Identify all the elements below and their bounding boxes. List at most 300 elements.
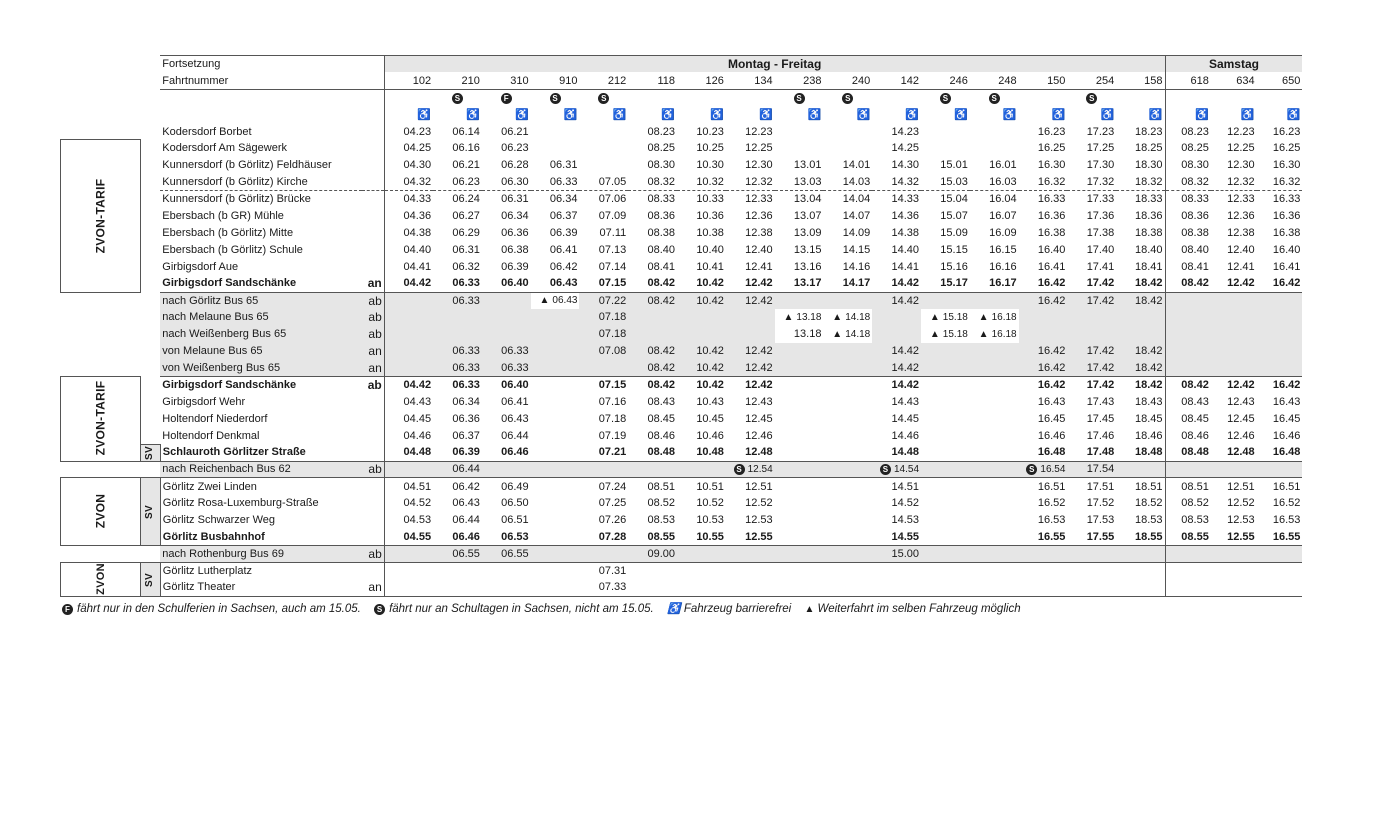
time-cell (531, 512, 580, 529)
time-cell (970, 360, 1019, 377)
time-cell (1019, 545, 1068, 562)
time-cell: 13.09 (793, 226, 822, 239)
time-cell (970, 427, 1019, 444)
time-cell (775, 529, 824, 546)
time-cell: 16.36 (1037, 209, 1066, 222)
stop-name: Holtendorf Denkmal (162, 429, 260, 442)
timetable-row (61, 157, 1303, 174)
time-cell (726, 579, 775, 596)
legend (62, 602, 1031, 615)
trip-mark (1211, 89, 1257, 106)
time-cell: 10.33 (696, 193, 724, 206)
time-cell: 07.15 (598, 379, 627, 392)
time-cell (1211, 360, 1257, 377)
time-cell: 16.52 (1037, 497, 1066, 510)
time-cell: 06.33 (531, 174, 580, 191)
time-cell: 10.40 (696, 243, 724, 256)
arrival-departure-flag: an (362, 343, 384, 360)
time-cell: 07.11 (599, 226, 627, 239)
time-cell: 04.30 (384, 157, 433, 174)
time-cell (1257, 292, 1303, 309)
timetable (60, 55, 1302, 597)
time-cell (970, 326, 1019, 343)
time-cell: 16.17 (970, 275, 1019, 292)
time-cell: 08.45 (1165, 410, 1211, 427)
time-cell: 06.51 (501, 514, 529, 527)
stop-name: Görlitz Busbahnhof (160, 529, 362, 546)
trip-number: 118 (628, 72, 677, 89)
stop-name: nach Görlitz Bus 65 (160, 292, 362, 309)
time-cell (775, 579, 824, 596)
stop-name: Görlitz Zwei Linden (162, 480, 257, 493)
time-cell (1067, 545, 1116, 562)
zone-spacer (61, 123, 141, 140)
timetable-row (61, 410, 1303, 427)
time-cell: 15.15 (940, 243, 968, 256)
time-cell: 14.45 (891, 412, 920, 425)
time-cell: 13.07 (793, 209, 822, 222)
time-cell (970, 579, 1019, 596)
sv-label (140, 444, 160, 461)
time-cell: 16.48 (1019, 444, 1068, 461)
trip-mark (1067, 89, 1116, 106)
sv-spacer (140, 461, 160, 478)
time-cell: 06.24 (452, 193, 480, 206)
trip-mark (775, 89, 824, 106)
time-cell (970, 343, 1019, 360)
time-cell (1211, 461, 1257, 478)
time-value: 15.18 (942, 328, 968, 340)
time-cell (970, 562, 1019, 579)
time-cell (1165, 343, 1211, 360)
time-cell: 12.36 (745, 209, 773, 222)
timetable-row (61, 562, 1303, 579)
time-cell: 06.41 (549, 243, 578, 256)
time-cell: 18.43 (1134, 395, 1163, 408)
time-cell: 16.55 (1019, 529, 1068, 546)
time-cell: 12.23 (1227, 125, 1255, 138)
time-cell: 04.33 (384, 191, 433, 208)
time-cell: 08.52 (647, 497, 676, 510)
triangle-icon: ▲ (978, 328, 989, 340)
stop-name: Girbigsdorf Sandschänke (160, 275, 362, 292)
arrival-departure-flag (362, 393, 384, 410)
time-cell (531, 123, 580, 140)
time-cell (823, 377, 872, 394)
time-cell: 18.38 (1134, 226, 1163, 239)
stop-name: Kodersdorf Borbet (162, 125, 252, 138)
wheelchair-cell (921, 106, 970, 123)
time-cell: 06.40 (482, 275, 531, 292)
trip-number: 150 (1019, 72, 1068, 89)
time-cell: 08.23 (1165, 123, 1211, 140)
time-cell (921, 410, 970, 427)
time-cell: 18.40 (1134, 243, 1163, 256)
time-cell: 06.46 (433, 529, 482, 546)
time-cell (921, 427, 970, 444)
arrival-departure-flag (362, 123, 384, 140)
time-cell (970, 444, 1019, 461)
timetable-row (61, 123, 1303, 140)
time-cell: 16.42 (1037, 379, 1066, 392)
time-cell: 16.23 (1037, 125, 1066, 138)
zone-label (61, 562, 141, 596)
legend-schultage (374, 603, 654, 615)
time-cell (921, 478, 970, 495)
legend-ferien-text: fährt nur in den Schulferien in Sachsen, auch am 15.05. (77, 603, 361, 615)
trip-number: 618 (1165, 72, 1211, 89)
timetable-row (61, 545, 1303, 562)
time-cell (872, 309, 921, 326)
schultag-icon: S (842, 93, 853, 104)
time-cell: 14.53 (891, 514, 920, 527)
time-cell: 16.42 (1019, 292, 1068, 309)
time-cell: 06.42 (452, 480, 480, 493)
time-cell: 16.38 (1037, 226, 1066, 239)
time-cell (823, 410, 872, 427)
time-cell: 06.21 (452, 159, 480, 172)
time-cell: 15.09 (940, 226, 968, 239)
time-cell: 17.53 (1086, 514, 1115, 527)
time-cell: 12.25 (745, 142, 773, 155)
arrival-departure-flag: ab (362, 292, 384, 309)
time-cell: 14.32 (872, 174, 921, 191)
time-cell: 06.39 (501, 260, 529, 273)
zone-spacer (61, 89, 141, 106)
time-cell: 06.34 (549, 193, 578, 206)
time-cell (921, 512, 970, 529)
time-cell (970, 478, 1019, 495)
trip-number-label: Fahrtnummer (160, 72, 384, 89)
time-cell: 12.40 (745, 243, 773, 256)
time-cell (775, 562, 824, 579)
trip-number: 248 (970, 72, 1019, 89)
time-cell: 08.48 (1165, 444, 1211, 461)
sv-text: SV (144, 572, 156, 587)
time-cell: 06.44 (433, 461, 482, 478)
time-cell: 06.31 (549, 159, 578, 172)
time-cell: 07.25 (598, 497, 627, 510)
arrival-departure-flag: ab (362, 461, 384, 478)
time-cell (1019, 326, 1068, 343)
marks-spacer (160, 89, 384, 106)
zone-label (61, 377, 141, 462)
trip-number: 650 (1257, 72, 1303, 89)
time-cell: 12.30 (745, 159, 773, 172)
trip-number: 134 (726, 72, 775, 89)
time-cell (384, 343, 433, 360)
time-cell (628, 309, 677, 326)
time-cell (921, 495, 970, 512)
time-cell: 10.46 (696, 429, 724, 442)
time-cell: 08.33 (1165, 191, 1211, 208)
trip-number: 126 (677, 72, 726, 89)
time-cell: 10.52 (696, 497, 724, 510)
time-cell: 10.41 (696, 260, 724, 273)
time-cell (970, 461, 1019, 478)
wheelchair-cell (531, 106, 580, 123)
arrival-departure-flag (362, 224, 384, 241)
time-cell (823, 343, 872, 360)
zone-spacer (61, 106, 141, 123)
time-cell (1067, 562, 1116, 579)
time-cell: 14.52 (891, 497, 920, 510)
time-cell (1211, 562, 1257, 579)
time-cell: 15.04 (940, 193, 968, 206)
time-cell (384, 292, 433, 309)
time-cell (1067, 309, 1116, 326)
timetable-row (61, 360, 1303, 377)
time-cell (921, 562, 970, 579)
time-cell: 12.32 (1211, 174, 1257, 191)
schultag-icon: S (989, 93, 1000, 104)
time-cell: 15.16 (940, 260, 968, 273)
time-cell: 07.18 (598, 412, 627, 425)
time-cell (1067, 579, 1116, 596)
wheelchair-cell (726, 106, 775, 123)
time-cell (531, 343, 580, 360)
arrival-departure-flag (362, 444, 384, 461)
timetable-row (61, 343, 1303, 360)
time-cell: 08.40 (1165, 241, 1211, 258)
time-cell: 04.42 (384, 377, 433, 394)
time-cell (970, 140, 1019, 157)
timetable-row (61, 444, 1303, 461)
time-cell (1116, 309, 1165, 326)
timetable-row (61, 393, 1303, 410)
time-cell: 06.50 (501, 497, 529, 510)
time-cell (775, 545, 824, 562)
time-cell: 08.30 (647, 159, 676, 172)
wheelchair-cell (872, 106, 921, 123)
time-cell: 06.16 (452, 142, 480, 155)
time-cell: 07.26 (598, 514, 627, 527)
wheelchair-icon: ♿ (856, 108, 871, 121)
arrival-departure-flag (362, 478, 384, 495)
stop-name: Girbigsdorf Wehr (162, 395, 246, 408)
time-cell (677, 461, 726, 478)
time-cell: 16.41 (1037, 260, 1066, 273)
time-cell (775, 512, 824, 529)
time-cell (1165, 292, 1211, 309)
time-cell (970, 495, 1019, 512)
time-cell: 08.42 (628, 360, 677, 377)
zone-text: ZVON (94, 563, 107, 596)
time-cell: 06.46 (482, 444, 531, 461)
sv-spacer (140, 106, 160, 123)
time-cell: 12.38 (1227, 226, 1255, 239)
time-cell (1211, 326, 1257, 343)
time-cell: 14.51 (891, 480, 920, 493)
time-cell: 12.53 (745, 514, 773, 527)
time-cell (482, 461, 531, 478)
time-cell: 12.43 (1227, 395, 1255, 408)
time-cell: 06.21 (501, 125, 529, 138)
triangle-icon: ▲ (929, 328, 940, 340)
time-cell: 12.25 (1227, 142, 1255, 155)
time-cell (823, 393, 872, 410)
time-cell: 06.40 (501, 379, 529, 392)
trip-number: 142 (872, 72, 921, 89)
time-cell: 18.42 (1134, 379, 1163, 392)
time-cell: 17.48 (1067, 444, 1116, 461)
time-cell: 04.40 (384, 241, 433, 258)
legend-weiterfahrt-text: Weiterfahrt im selben Fahrzeug möglich (817, 603, 1021, 615)
time-cell (1019, 461, 1068, 478)
time-cell: 14.41 (891, 260, 920, 273)
time-cell: 17.38 (1086, 226, 1115, 239)
time-cell: 07.31 (598, 565, 627, 578)
triangle-icon: ▲ (783, 311, 794, 323)
trip-mark (677, 89, 726, 106)
time-cell: 14.42 (872, 343, 921, 360)
continuation-label: Fortsetzung (160, 56, 384, 73)
time-cell: 16.51 (1272, 480, 1301, 493)
time-cell (872, 562, 921, 579)
time-cell (1067, 326, 1116, 343)
time-cell (579, 461, 628, 478)
timetable-row (61, 224, 1303, 241)
time-cell (775, 360, 824, 377)
stop-name: Ebersbach (b Görlitz) Schule (162, 243, 303, 256)
triangle-icon: ▲ (832, 311, 843, 323)
arrival-departure-flag: an (362, 579, 384, 596)
time-cell (1116, 461, 1165, 478)
time-cell: 10.36 (696, 209, 724, 222)
time-cell: 08.42 (1165, 377, 1211, 394)
time-cell: 17.55 (1067, 529, 1116, 546)
time-cell: 12.41 (745, 260, 773, 273)
time-cell: 16.42 (1272, 379, 1301, 392)
time-cell (775, 410, 824, 427)
time-cell (775, 377, 824, 394)
sv-text: SV (144, 446, 156, 461)
time-cell (921, 461, 970, 478)
sv-text: SV (144, 505, 156, 520)
stop-name: von Melaune Bus 65 (160, 343, 362, 360)
time-cell: 16.42 (1019, 275, 1068, 292)
time-cell (579, 545, 628, 562)
time-cell: 16.48 (1257, 444, 1303, 461)
time-cell: 06.43 (501, 412, 529, 425)
time-cell: 10.45 (696, 412, 724, 425)
zone-spacer (61, 72, 141, 89)
trip-number: 910 (531, 72, 580, 89)
time-cell (921, 123, 970, 140)
timetable-row (61, 377, 1303, 394)
time-cell: 16.03 (970, 174, 1019, 191)
time-cell: 16.42 (1257, 275, 1303, 292)
wheelchair-icon: ♿ (1002, 108, 1017, 121)
time-cell: 10.42 (677, 292, 726, 309)
time-cell: 10.23 (696, 125, 724, 138)
stop-name: nach Reichenbach Bus 62 (160, 461, 362, 478)
time-cell: 08.53 (647, 514, 676, 527)
arrival-departure-flag (362, 427, 384, 444)
time-cell (823, 123, 872, 140)
time-cell: 06.41 (501, 395, 529, 408)
time-cell (970, 529, 1019, 546)
time-cell: 07.19 (598, 429, 627, 442)
wheelchair-icon: ♿ (758, 108, 773, 121)
time-cell: 08.42 (628, 292, 677, 309)
time-cell: 12.40 (1227, 243, 1255, 256)
time-cell (1165, 562, 1211, 579)
time-cell: 10.48 (677, 444, 726, 461)
time-cell: 17.54 (1067, 461, 1116, 478)
time-cell (726, 326, 775, 343)
stop-name: Kunnersdorf (b Görlitz) Brücke (162, 193, 311, 206)
time-cell: 16.53 (1037, 514, 1066, 527)
trip-mark (628, 89, 677, 106)
schultag-icon: S (794, 93, 805, 104)
time-cell: 13.17 (775, 275, 824, 292)
time-cell: 07.06 (598, 193, 627, 206)
time-cell: 06.28 (501, 159, 529, 172)
stop-name: Ebersbach (b Görlitz) Mitte (162, 226, 294, 239)
time-cell: 10.53 (696, 514, 724, 527)
time-cell (872, 326, 921, 343)
time-cell (921, 343, 970, 360)
time-cell: 06.32 (452, 260, 480, 273)
timetable-row (61, 208, 1303, 225)
time-cell (775, 292, 824, 309)
sv-label (140, 562, 160, 596)
time-cell (726, 545, 775, 562)
triangle-icon: ▲ (929, 311, 940, 323)
time-cell: 12.32 (726, 174, 775, 191)
time-cell: 18.33 (1134, 193, 1163, 206)
time-cell: 12.42 (726, 360, 775, 377)
time-cell (1257, 343, 1303, 360)
time-cell: 16.30 (1037, 159, 1066, 172)
time-cell (531, 326, 580, 343)
time-cell: 12.55 (1211, 529, 1257, 546)
time-cell: 17.40 (1086, 243, 1115, 256)
time-cell: 04.55 (384, 529, 433, 546)
time-cell: 08.30 (1165, 157, 1211, 174)
trip-mark (1165, 89, 1211, 106)
time-cell (1019, 579, 1068, 596)
time-cell (531, 495, 580, 512)
arrival-departure-flag: ab (367, 378, 382, 393)
time-cell: 14.09 (842, 226, 871, 239)
time-cell: 08.42 (628, 343, 677, 360)
time-cell (1257, 360, 1303, 377)
time-cell (775, 444, 824, 461)
time-cell (677, 579, 726, 596)
time-cell: 06.39 (549, 226, 578, 239)
time-cell: 04.32 (384, 174, 433, 191)
time-cell: 18.36 (1134, 209, 1163, 222)
time-cell: 18.42 (1116, 343, 1165, 360)
time-cell: 12.51 (1227, 480, 1255, 493)
time-cell: 06.33 (452, 379, 480, 392)
timetable-row (61, 191, 1303, 208)
wheelchair-cell (1165, 106, 1211, 123)
time-cell: 07.13 (598, 243, 627, 256)
wheelchair-cell (579, 106, 628, 123)
zone-text: ZVON-TARIF (93, 380, 108, 456)
time-cell: 16.46 (1272, 429, 1301, 442)
time-cell: 10.42 (677, 343, 726, 360)
time-cell (775, 495, 824, 512)
time-cell: 16.45 (1037, 412, 1066, 425)
time-cell (384, 360, 433, 377)
time-cell: 06.33 (433, 343, 482, 360)
time-cell: 08.42 (647, 379, 676, 392)
legend-weiterfahrt (804, 603, 1020, 615)
